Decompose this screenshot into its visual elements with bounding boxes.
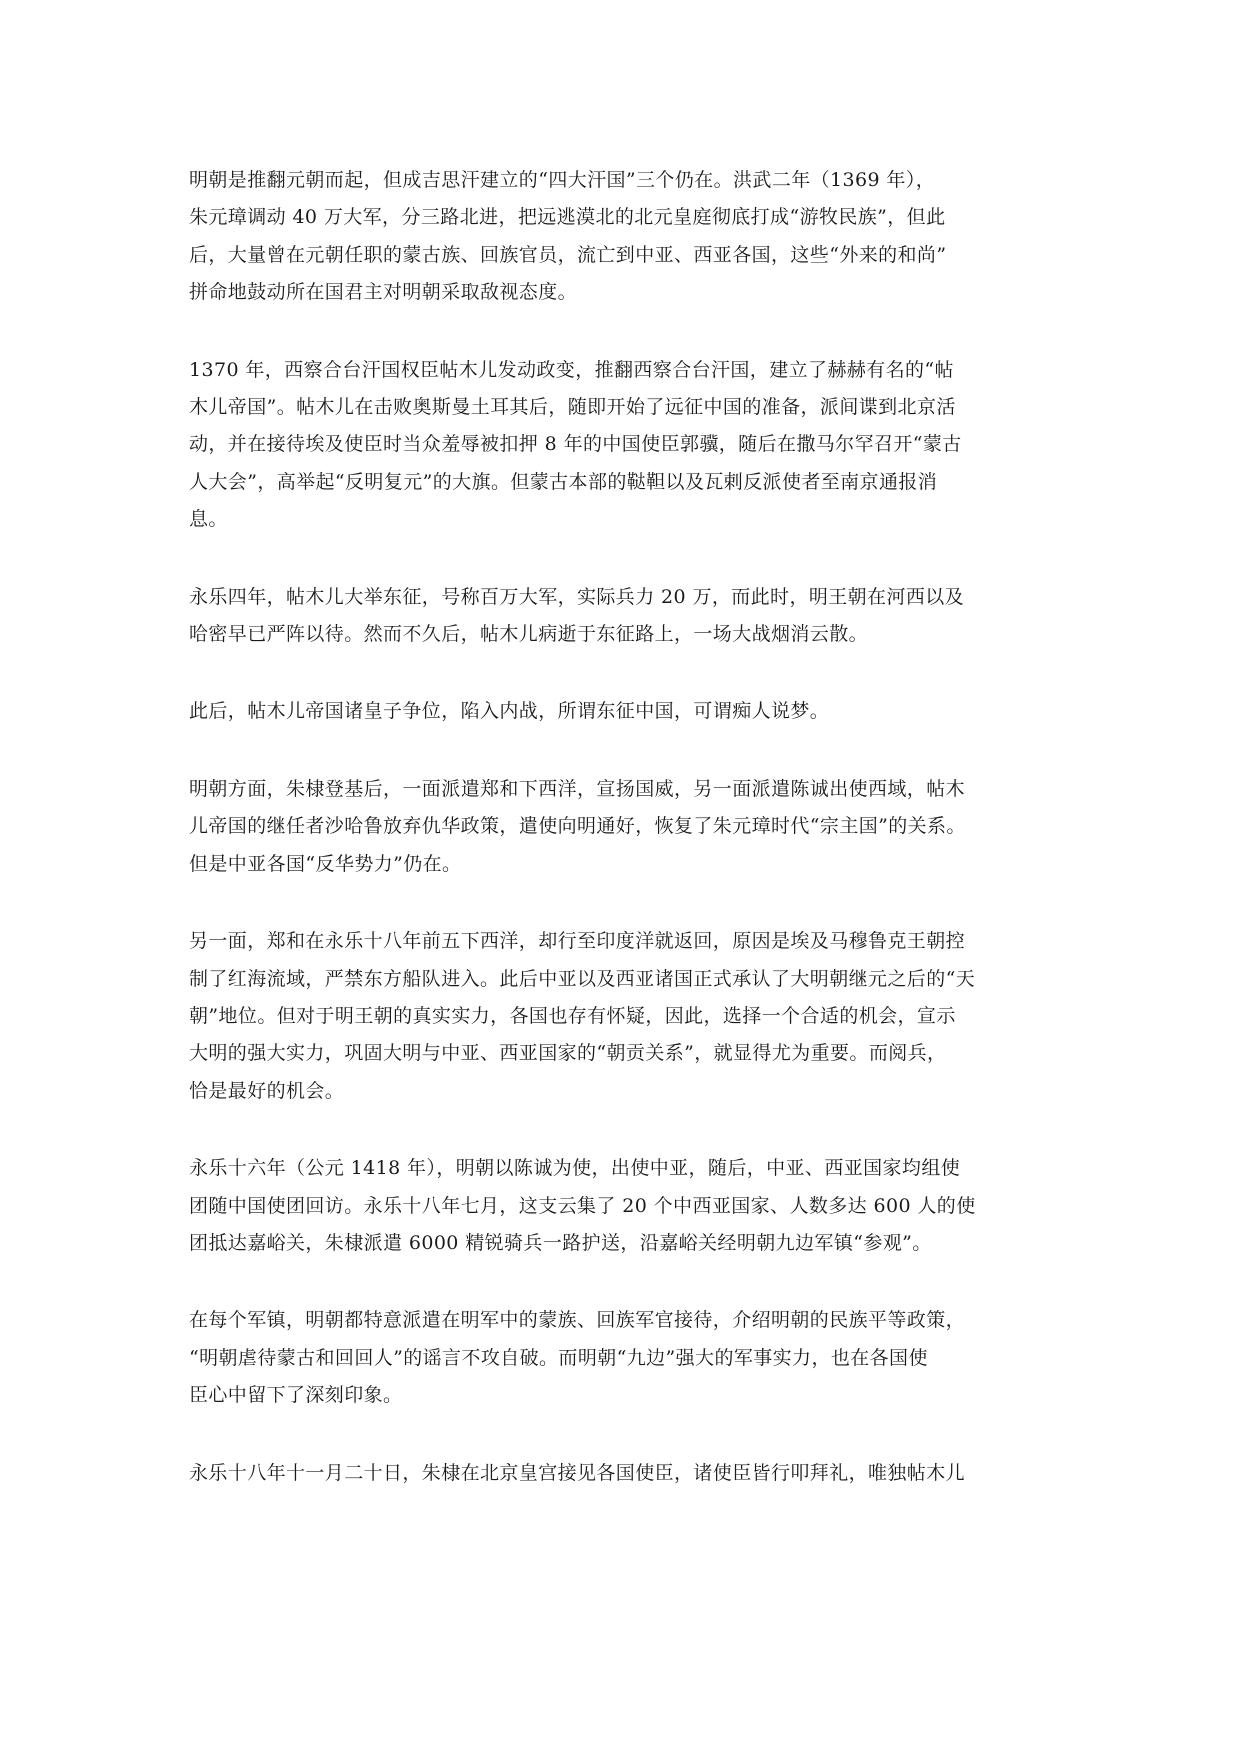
text-line: 制了红海流域，严禁东方船队进入。此后中亚以及西亚诸国正式承认了大明朝继元之后的“天 [189, 967, 976, 990]
text-line: 但是中亚各国“反华势力”仍在。 [189, 852, 462, 875]
paragraph-5 [189, 771, 1059, 883]
paragraph-4 [189, 693, 1059, 730]
text-line: 永乐四年，帖木儿大举东征，号称百万大军，实际兵力 20 万，而此时，明王朝在河西以及 [189, 585, 965, 608]
paragraph-9 [189, 1455, 1059, 1492]
document-body [189, 162, 1059, 1532]
text-line: 团随中国使团回访。永乐十八年七月，这支云集了 20 个中西亚国家、人数多达 600 人的使 [189, 1194, 976, 1217]
text-line: 此后，帖木儿帝国诸皇子争位，陷入内战，所谓东征中国，可谓痴人说梦。 [189, 700, 830, 723]
text-line: 恰是最好的机会。 [189, 1079, 345, 1102]
text-line: “明朝虐待蒙古和回回人”的谣言不攻自破。而明朝“九边”强大的军事实力，也在各国使 [189, 1346, 928, 1369]
text-line: 在每个军镇，明朝都特意派遣在明军中的蒙族、回族军官接待，介绍明朝的民族平等政策， [189, 1309, 966, 1332]
text-line: 臣心中留下了深刻印象。 [189, 1384, 403, 1407]
text-line: 团抵达嘉峪关，朱棣派遣 6000 精锐骑兵一路护送，沿嘉峪关经明朝九边军镇“参观”。 [189, 1231, 932, 1254]
text-line: 1370 年，西察合台汗国权臣帖木儿发动政变，推翻西察合台汗国，建立了赫赫有名的“帖 [189, 358, 954, 381]
text-line: 动，并在接待埃及使臣时当众羞辱被扣押 8 年的中国使臣郭骥，随后在撒马尔罕召开“蒙古 [189, 433, 962, 456]
text-line: 明朝方面，朱棣登基后，一面派遣郑和下西洋，宣扬国威，另一面派遣陈诚出使西域，帖木 [189, 777, 966, 800]
text-line: 人大会”，高举起“反明复元”的大旗。但蒙古本部的鞑靼以及瓦剌反派使者至南京通报消 [189, 470, 938, 493]
text-line: 后，大量曾在元朝任职的蒙古族、回族官员，流亡到中亚、西亚各国，这些“外来的和尚” [189, 243, 947, 266]
text-line: 永乐十六年（公元 1418 年），明朝以陈诚为使，出使中亚，随后，中亚、西亚国家均组使 [189, 1157, 961, 1180]
text-line: 另一面，郑和在永乐十八年前五下西洋，却行至印度洋就返回，原因是埃及马穆鲁克王朝控 [189, 930, 966, 953]
paragraph-8 [189, 1302, 1059, 1414]
paragraph-6 [189, 923, 1059, 1110]
paragraph-7 [189, 1150, 1059, 1262]
text-line: 哈密早已严阵以待。然而不久后，帖木儿病逝于东征路上，一场大战烟消云散。 [189, 623, 869, 646]
paragraph-3 [189, 579, 1059, 654]
paragraph-1 [189, 162, 1059, 312]
text-line: 儿帝国的继任者沙哈鲁放弃仇华政策，遣使向明通好，恢复了朱元璋时代“宗主国”的关系。 [189, 815, 966, 838]
text-line: 拼命地鼓动所在国君主对明朝采取敌视态度。 [189, 281, 578, 304]
text-line: 永乐十八年十一月二十日，朱棣在北京皇宫接见各国使臣，诸使臣皆行叩拜礼，唯独帖木儿 [189, 1461, 966, 1484]
text-line: 朝”地位。但对于明王朝的真实实力，各国也存有怀疑，因此，选择一个合适的机会，宣示 [189, 1004, 956, 1027]
text-line: 朱元璋调动 40 万大军，分三路北进，把远逃漠北的北元皇庭彻底打成“游牧民族”，但此 [189, 206, 946, 229]
text-line: 明朝是推翻元朝而起，但成吉思汗建立的“四大汗国”三个仍在。洪武二年（1369 年）， [189, 169, 936, 191]
text-line: 息。 [189, 508, 228, 531]
text-line: 大明的强大实力，巩固大明与中亚、西亚国家的“朝贡关系”，就显得尤为重要。而阅兵， [189, 1042, 947, 1065]
text-line: 木儿帝国”。帖木儿在击败奥斯曼土耳其后，随即开始了远征中国的准备，派间谍到北京活 [189, 396, 956, 419]
paragraph-2 [189, 352, 1059, 539]
